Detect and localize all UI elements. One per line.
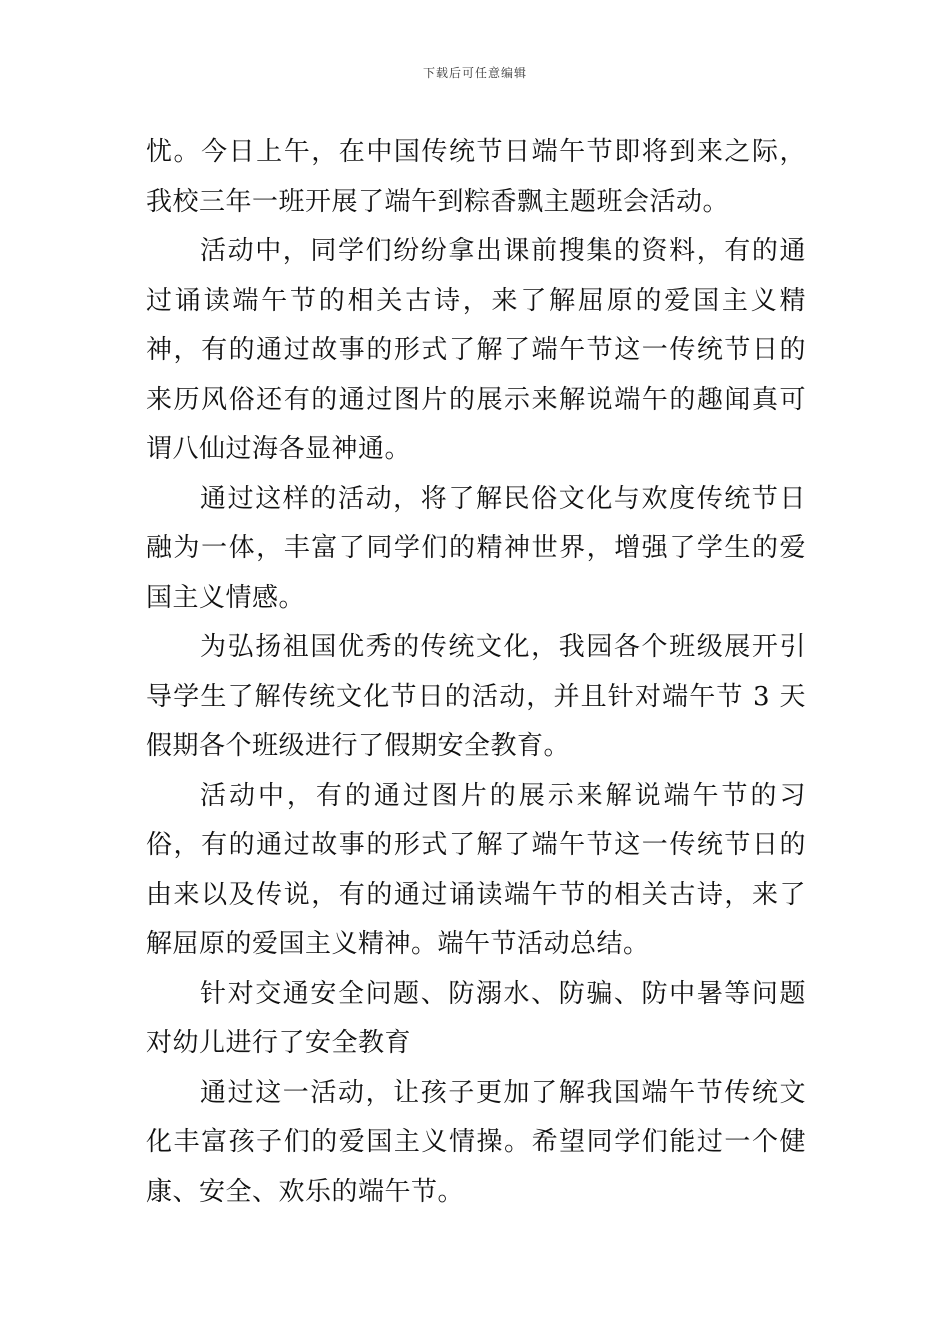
paragraph-5: 活动中，有的通过图片的展示来解说端午节的习俗，有的通过故事的形式了解了端午节这一传统节日的由来以及传说，有的通过诵读端午节的相关古诗，来了解屈原的爱国主义精神。端午节活动总结。 — [146, 780, 806, 959]
document-body — [146, 128, 806, 1217]
paragraph-4: 为弘扬祖国优秀的传统文化，我园各个班级展开引导学生了解传统文化节日的活动，并且针对端午节 3 天假期各个班级进行了假期安全教育。 — [146, 632, 806, 761]
paragraph-6: 针对交通安全问题、防溺水、防骗、防中暑等问题对幼儿进行了安全教育 — [146, 978, 806, 1058]
page-header-note: 下载后可任意编辑 — [422, 66, 527, 80]
paragraph-3: 通过这样的活动，将了解民俗文化与欢度传统节日融为一体，丰富了同学们的精神世界，增强了学生的爱国主义情感。 — [146, 483, 806, 613]
paragraph-1: 忧。今日上午，在中国传统节日端午节即将到来之际，我校三年一班开展了端午到粽香飘主题班会活动。 — [146, 137, 806, 217]
paragraph-2: 活动中，同学们纷纷拿出课前搜集的资料，有的通过诵读端午节的相关古诗，来了解屈原的爱国主义精神，有的通过故事的形式了解了端午节这一传统节日的来历风俗还有的通过图片的展示来解说端午的趣闻真可谓八仙过海各显神通。 — [146, 236, 806, 464]
paragraph-7: 通过这一活动，让孩子更加了解我国端午节传统文化丰富孩子们的爱国主义情操。希望同学们能过一个健康、安全、欢乐的端午节。 — [146, 1077, 806, 1207]
